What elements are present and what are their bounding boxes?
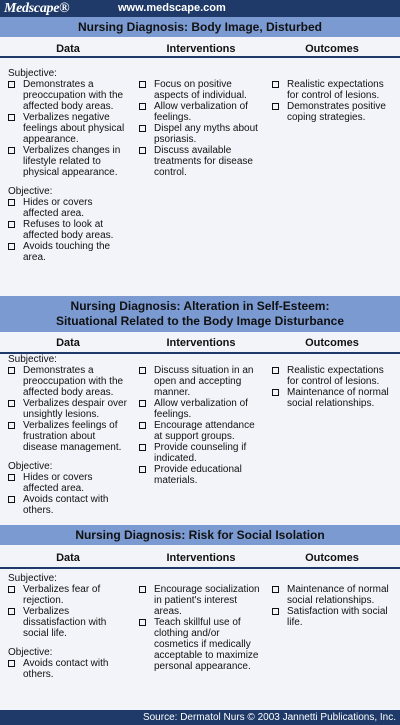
list-item: Verbalizes feelings of frustration about disease management. bbox=[8, 420, 128, 453]
list-item: Encourage socialization in patient's interest areas. bbox=[139, 584, 264, 617]
section-1-col-data: Data bbox=[56, 43, 80, 55]
checkbox-icon bbox=[139, 466, 146, 473]
checkbox-icon bbox=[8, 608, 15, 615]
checkbox-icon bbox=[272, 608, 279, 615]
list-item: Verbalizes despair over unsightly lesions. bbox=[8, 398, 128, 420]
checkbox-icon bbox=[139, 81, 146, 88]
list-item: Verbalizes dissatisfaction with social life. bbox=[8, 606, 128, 639]
header-bar bbox=[0, 0, 400, 17]
subjective-label: Subjective: bbox=[8, 68, 57, 79]
checkbox-icon bbox=[272, 586, 279, 593]
section-3-col-data: Data bbox=[56, 552, 80, 564]
section-1-body bbox=[0, 58, 400, 296]
section-2-interventions-col bbox=[139, 365, 264, 486]
section-2-body bbox=[0, 354, 400, 539]
section-2-col-data: Data bbox=[56, 337, 80, 349]
section-1-data-col bbox=[8, 68, 128, 263]
section-3-data-col bbox=[8, 573, 128, 680]
section-2-subtitle: Situational Related to the Body Image Disturbance bbox=[55, 314, 345, 328]
section-1-interventions-col bbox=[139, 79, 264, 178]
list-item: Avoids contact with others. bbox=[8, 658, 128, 680]
objective-label: Objective: bbox=[8, 186, 53, 197]
section-1-title: Nursing Diagnosis: Body Image, Disturbed bbox=[77, 20, 323, 34]
section-3-body bbox=[0, 569, 400, 710]
section-2-table-header bbox=[0, 332, 400, 354]
checkbox-icon bbox=[8, 81, 15, 88]
list-item: Hides or covers affected area. bbox=[8, 197, 128, 219]
checkbox-icon bbox=[139, 619, 146, 626]
section-2-title: Nursing Diagnosis: Alteration in Self-Esteem: bbox=[70, 299, 330, 313]
section-3-col-interventions: Interventions bbox=[166, 552, 236, 564]
list-item: Demonstrates a preoccupation with the affected body areas. bbox=[8, 365, 128, 398]
list-item: Provide counseling if indicated. bbox=[139, 442, 264, 464]
checkbox-icon bbox=[139, 444, 146, 451]
list-item: Demonstrates a preoccupation with the affected body areas. bbox=[8, 79, 128, 112]
checkbox-icon bbox=[139, 586, 146, 593]
section-2-col-interventions: Interventions bbox=[166, 337, 236, 349]
medscape-logo: Medscape® bbox=[4, 1, 70, 16]
checkbox-icon bbox=[272, 367, 279, 374]
list-item: Dispel any myths about psoriasis. bbox=[139, 123, 264, 145]
list-item: Satisfaction with social life. bbox=[272, 606, 396, 628]
checkbox-icon bbox=[8, 243, 15, 250]
list-item: Realistic expectations for control of lesions. bbox=[272, 365, 396, 387]
checkbox-icon bbox=[8, 496, 15, 503]
list-item: Refuses to look at affected body areas. bbox=[8, 219, 128, 241]
section-2-outcomes-col bbox=[272, 365, 396, 409]
checkbox-icon bbox=[8, 221, 15, 228]
list-item: Provide educational materials. bbox=[139, 464, 264, 486]
list-item: Avoids contact with others. bbox=[8, 494, 128, 516]
checkbox-icon bbox=[139, 125, 146, 132]
section-3-outcomes-col bbox=[272, 584, 396, 628]
checkbox-icon bbox=[272, 81, 279, 88]
site-url[interactable]: www.medscape.com bbox=[118, 2, 226, 14]
checkbox-icon bbox=[139, 422, 146, 429]
subjective-label: Subjective: bbox=[8, 354, 57, 365]
checkbox-icon bbox=[8, 474, 15, 481]
checkbox-icon bbox=[8, 367, 15, 374]
section-1-outcomes-col bbox=[272, 79, 396, 123]
checkbox-icon bbox=[139, 367, 146, 374]
list-item: Discuss available treatments for disease control. bbox=[139, 145, 264, 178]
section-1-col-interventions: Interventions bbox=[166, 43, 236, 55]
section-2-data-col bbox=[8, 354, 128, 516]
subjective-label: Subjective: bbox=[8, 573, 57, 584]
list-item: Maintenance of normal social relationships. bbox=[272, 584, 396, 606]
section-3-table-header bbox=[0, 545, 400, 569]
list-item: Maintenance of normal social relationships. bbox=[272, 387, 396, 409]
list-item: Avoids touching the area. bbox=[8, 241, 128, 263]
list-item: Focus on positive aspects of individual. bbox=[139, 79, 264, 101]
checkbox-icon bbox=[8, 586, 15, 593]
checkbox-icon bbox=[272, 389, 279, 396]
checkbox-icon bbox=[272, 103, 279, 110]
checkbox-icon bbox=[139, 400, 146, 407]
list-item: Verbalizes changes in lifestyle related to physical appearance. bbox=[8, 145, 128, 178]
checkbox-icon bbox=[8, 660, 15, 667]
section-3-col-outcomes: Outcomes bbox=[305, 552, 359, 564]
checkbox-icon bbox=[8, 114, 15, 121]
list-item: Verbalizes fear of rejection. bbox=[8, 584, 128, 606]
nursing-diagnosis-table bbox=[0, 17, 400, 710]
objective-label: Objective: bbox=[8, 647, 53, 658]
checkbox-icon bbox=[8, 147, 15, 154]
section-2-col-outcomes: Outcomes bbox=[305, 337, 359, 349]
checkbox-icon bbox=[8, 199, 15, 206]
list-item: Discuss situation in an open and accepting manner. bbox=[139, 365, 264, 398]
checkbox-icon bbox=[139, 147, 146, 154]
checkbox-icon bbox=[8, 400, 15, 407]
list-item: Verbalizes negative feelings about physical appearance. bbox=[8, 112, 128, 145]
section-3-interventions-col bbox=[139, 584, 264, 672]
section-3-title: Nursing Diagnosis: Risk for Social Isolation bbox=[75, 528, 325, 542]
section-1-col-outcomes: Outcomes bbox=[305, 43, 359, 55]
checkbox-icon bbox=[8, 422, 15, 429]
list-item: Realistic expectations for control of lesions. bbox=[272, 79, 396, 101]
list-item: Allow verbalization of feelings. bbox=[139, 101, 264, 123]
objective-label: Objective: bbox=[8, 461, 53, 472]
checkbox-icon bbox=[139, 103, 146, 110]
list-item: Hides or covers affected area. bbox=[8, 472, 128, 494]
list-item: Encourage attendance at support groups. bbox=[139, 420, 264, 442]
list-item: Demonstrates positive coping strategies. bbox=[272, 101, 396, 123]
source-footer: Source: Dermatol Nurs © 2003 Jannetti Publications, Inc. bbox=[0, 710, 400, 725]
list-item: Allow verbalization of feelings. bbox=[139, 398, 264, 420]
list-item: Teach skillful use of clothing and/or cosmetics if medically acceptable to maximize personal appearance. bbox=[139, 617, 264, 672]
